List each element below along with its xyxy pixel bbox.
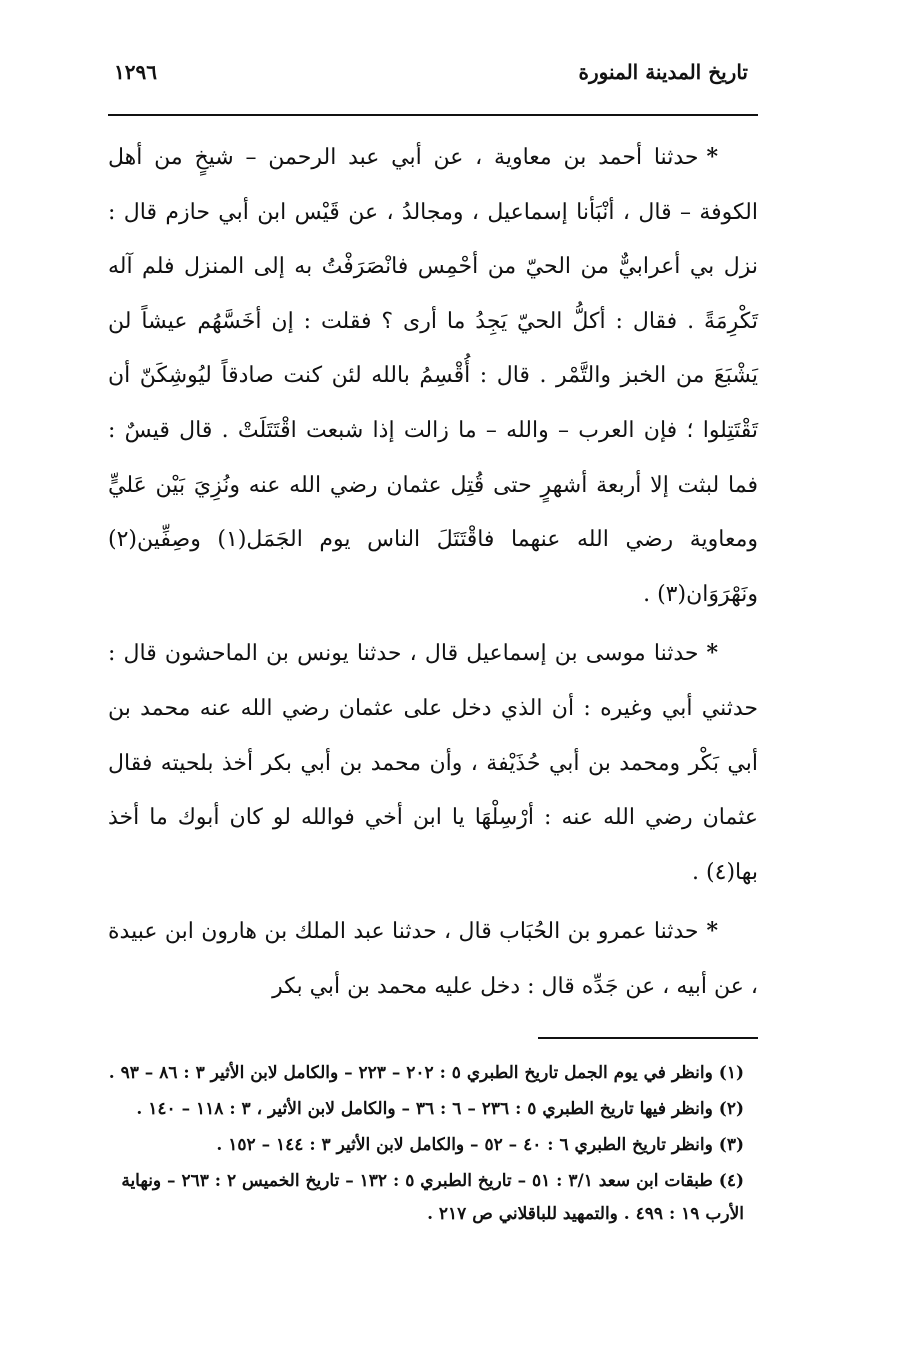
book-page	[108, 60, 758, 1231]
paragraph-marker: *	[706, 918, 718, 945]
paragraph-3	[108, 904, 758, 1014]
footnote-2: (٢) وانظر فيها تاريخ الطبري ٥ : ٢٣٦ – ٦ : ٣٦ – والكامل لابن الأثير ، ٣ : ١١٨ – ١٤٠ .	[136, 1098, 744, 1119]
paragraph-text: حدثنا أحمد بن معاوية ، عن أبي عبد الرحمن – شيخٍ من أهل الكوفة – قال ، أنْبَأنا إسماعيل ، ومجالدُ ، عن قَيْس ابن أبي حازم قال : نزل بي أعرابيٌّ من الحيّ من أحْمِس فانْصَرَفْتُ به إلى المنزل فلم آله تَكْرِمَةً . فقال : أكلُّ الحيّ يَجِدُ ما أرى ؟ فقلت : إن أخَسَّهُم عيشاً لن يَشْبَعَ من الخبز والتَّمْر . قال : أُقْسِمُ بالله لئن كنت صادقاً ليُوشِكَنّ أن تَقْتَتِلوا ؛ فإن العرب – والله – ما زالت إذا شبعت اقْتَتَلَتْ . قال قيسٌ : فما لبثت إلا أربعة أشهرٍ حتى قُتِل عثمان رضي الله عنه ونُزِيَ بَيْن عَليٍّ ومعاوية رضي الله عنهما فاقْتَتَلَ الناس يوم الجَمَل(١) وصِفِّين(٢) ونَهْرَوَان(٣) .	[108, 145, 758, 607]
page-number: ١٢٩٦	[114, 60, 157, 84]
footnote-divider	[538, 1037, 758, 1039]
paragraph-text: حدثنا عمرو بن الحُبَاب قال ، حدثنا عبد الملك بن هارون ابن عبيدة ، عن أبيه ، عن جَدِّه قال : دخل عليه محمد بن أبي بكر	[108, 919, 758, 999]
page-title: تاريخ المدينة المنورة	[578, 60, 748, 84]
paragraph-marker: *	[706, 640, 718, 667]
footnote-4: (٤) طبقات ابن سعد ٣/١ : ٥١ – تاريخ الطبري ٥ : ١٣٢ – تاريخ الخميس ٢ : ٢٦٣ – ونهاية الأرب ١٩ : ٤٩٩ . والتمهيد للباقلاني ص ٢١٧ .	[121, 1170, 744, 1224]
footnotes	[108, 1057, 758, 1231]
paragraph-marker: *	[706, 144, 718, 170]
footnote-3: (٣) وانظر تاريخ الطبري ٦ : ٤٠ – ٥٢ – والكامل لابن الأثير ٣ : ١٤٤ – ١٥٢ .	[216, 1134, 744, 1155]
header-divider	[108, 114, 758, 116]
running-head	[108, 60, 758, 100]
paragraph-text: حدثنا موسى بن إسماعيل قال ، حدثنا يونس بن الماحشون قال : حدثني أبي وغيره : أن الذي دخل على عثمان رضي الله عنه محمد بن أبي بَكْر ومحمد بن أبي حُذَيْفة ، وأن محمد بن أبي بكر أخذ بلحيته فقال عثمان رضي الله عنه : أرْسِلْهَا يا ابن أخي فوالله لو كان أبوك ما أخذ بها(٤) .	[108, 641, 758, 885]
paragraph-1	[108, 130, 758, 622]
body-text	[108, 130, 758, 1015]
paragraph-2	[108, 626, 758, 900]
footnote-1: (١) وانظر في يوم الجمل تاريخ الطبري ٥ : ٢٠٢ – ٢٢٣ – والكامل لابن الأثير ٣ : ٨٦ – ٩٣ .	[108, 1062, 744, 1083]
